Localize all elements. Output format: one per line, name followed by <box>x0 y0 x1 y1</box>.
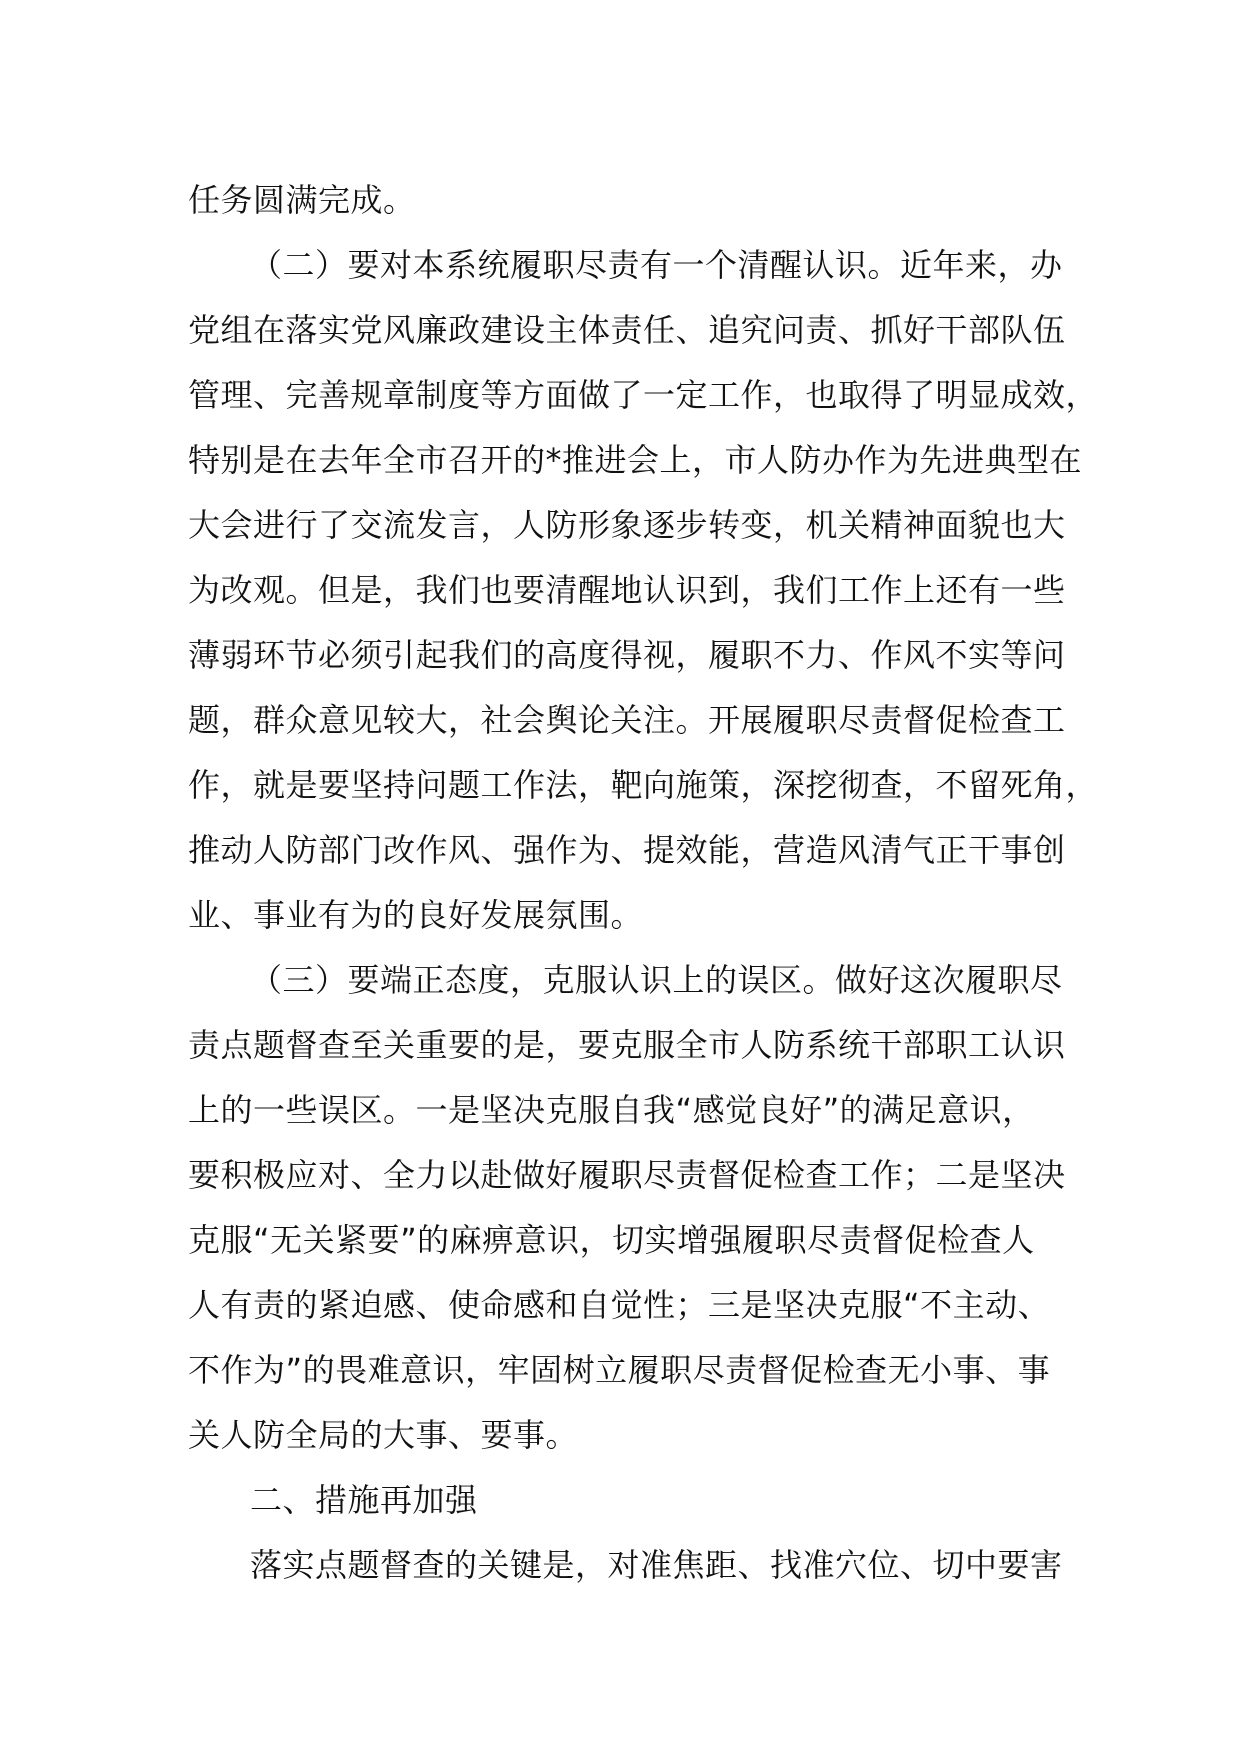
text-line: 为改观。但是，我们也要清醒地认识到，我们工作上还有一些 <box>188 571 1066 609</box>
text-line: 任务圆满完成。 <box>188 181 416 219</box>
document-body <box>188 168 1099 1598</box>
text-line: 上的一些误区。一是坚决克服自我“感觉良好”的满足意识， <box>188 1091 1035 1129</box>
text-line: 要积极应对、全力以赴做好履职尽责督促检查工作；二是坚决 <box>188 1156 1066 1194</box>
text-line: 题，群众意见较大，社会舆论关注。开展履职尽责督促检查工 <box>188 701 1066 739</box>
paragraph-heading-2: （二）要对本系统履职尽责有一个清醒认识。近年来，办 <box>250 246 1063 284</box>
text-line: 管理、完善规章制度等方面做了一定工作，也取得了明显成效， <box>188 376 1099 414</box>
text-line: 不作为”的畏难意识，牢固树立履职尽责督促检查无小事、事 <box>188 1351 1051 1389</box>
text-line: 作，就是要坚持问题工作法，靶向施策，深挖彻查，不留死角， <box>188 766 1099 804</box>
text-line: 特别是在去年全市召开的*推进会上，市人防办作为先进典型在 <box>188 441 1083 479</box>
text-line: 关人防全局的大事、要事。 <box>188 1416 579 1454</box>
text-line: 业、事业有为的良好发展氛围。 <box>188 896 644 934</box>
text-line: 大会进行了交流发言，人防形象逐步转变，机关精神面貌也大 <box>188 506 1066 544</box>
text-line: 责点题督查至关重要的是，要克服全市人防系统干部职工认识 <box>188 1026 1066 1064</box>
text-line: 落实点题督查的关键是，对准焦距、找准穴位、切中要害 <box>250 1546 1063 1584</box>
text-line: 推动人防部门改作风、强作为、提效能，营造风清气正干事创 <box>188 831 1066 869</box>
text-line: 薄弱环节必须引起我们的高度得视，履职不力、作风不实等问 <box>188 636 1066 674</box>
text-line: 党组在落实党风廉政建设主体责任、追究问责、抓好干部队伍 <box>188 311 1066 349</box>
paragraph-heading-3: （三）要端正态度，克服认识上的误区。做好这次履职尽 <box>250 961 1063 999</box>
section-heading: 二、措施再加强 <box>250 1481 478 1519</box>
text-line: 人有责的紧迫感、使命感和自觉性；三是坚决克服“不主动、 <box>188 1286 1051 1324</box>
text-line: 克服“无关紧要”的麻痹意识，切实增强履职尽责督促检查人 <box>188 1221 1035 1259</box>
